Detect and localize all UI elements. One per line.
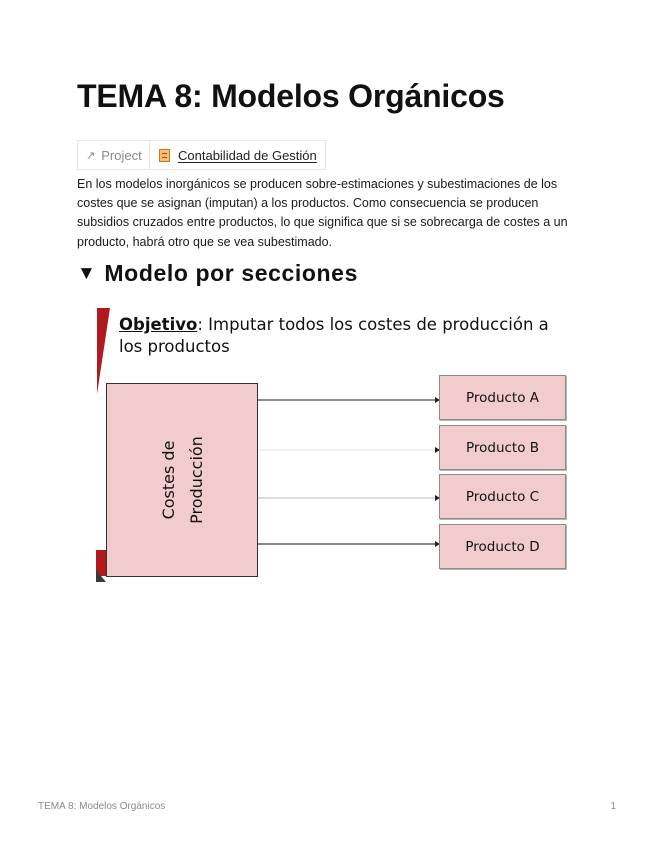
arrow-connectors: [258, 397, 440, 547]
objective-text: : Imputar todos los costes de producción a los productos: [119, 315, 549, 356]
section-heading-text: Modelo por secciones: [104, 260, 358, 286]
footer-title: TEMA 8: Modelos Orgánicos: [38, 801, 166, 812]
arrow-up-right-icon: ↗: [86, 149, 96, 162]
product-box-d: Producto D: [439, 524, 566, 569]
source-box-label: [155, 380, 211, 580]
project-link[interactable]: Contabilidad de Gestión: [178, 147, 317, 163]
product-box-a: Producto A: [439, 375, 566, 420]
property-key-label: Project: [101, 147, 142, 163]
section-toggle-heading[interactable]: [77, 260, 358, 287]
triangle-down-icon[interactable]: ▼: [77, 262, 97, 284]
red-accent-bar: [97, 308, 110, 394]
product-box-b: Producto B: [439, 425, 566, 470]
diagram-image: [95, 308, 575, 588]
footer-page-number: 1: [610, 801, 616, 812]
property-value[interactable]: [150, 141, 325, 169]
source-label-line2: Producción: [187, 436, 206, 524]
product-box-c: Producto C: [439, 474, 566, 519]
property-key: [78, 141, 150, 169]
objective-label: Objetivo: [119, 315, 198, 334]
diagram-objective: [119, 314, 569, 358]
source-label-line1: Costes de: [159, 440, 178, 520]
property-row: [77, 140, 326, 170]
page-title: TEMA 8: Modelos Orgánicos: [77, 78, 505, 114]
ledger-icon: [159, 149, 170, 162]
intro-paragraph: En los modelos inorgánicos se producen sobre-estimaciones y subestimaciones de los costes que se asignan (imputan) a los productos. Como consecuencia se producen subsidios cruzados entre productos, lo que significa que si se sobrecarga de costes a un producto, habrá otro que se vea subestimado.: [77, 177, 568, 249]
